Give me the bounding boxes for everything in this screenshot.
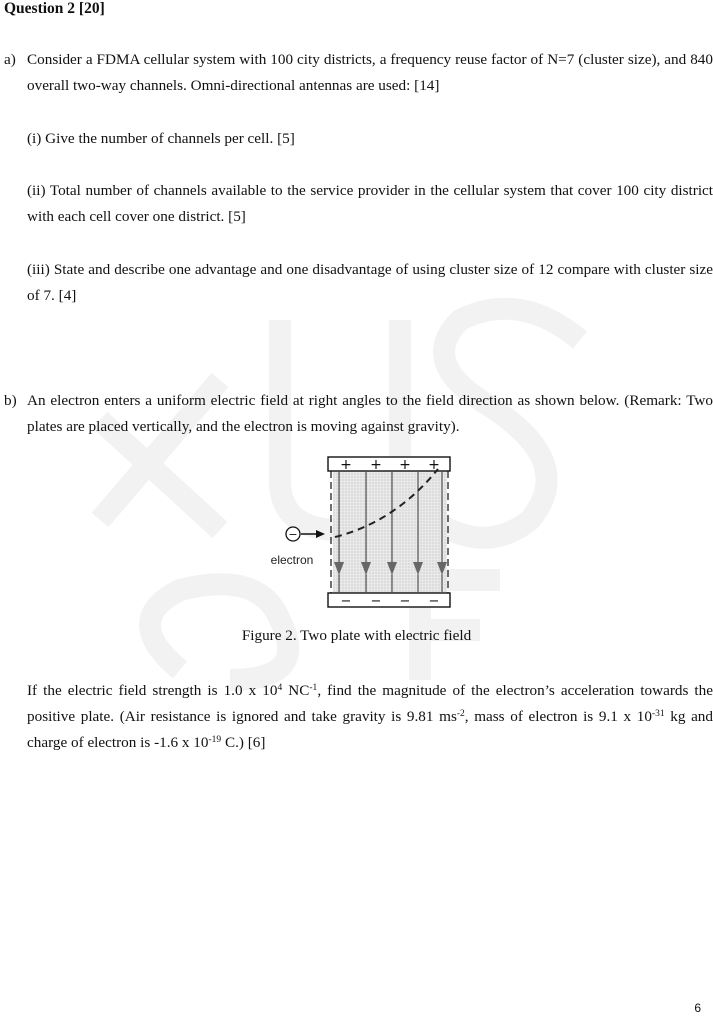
part-a-intro: Consider a FDMA cellular system with 100 city districts, a frequency reuse factor of N=7 (cluster size), and 840 overall two-way channels. Omni-directional antennas are used: [14] — [27, 51, 713, 94]
figure-caption: Figure 2. Two plate with electric field — [241, 627, 472, 644]
question-text-5: kg and charge of electron is -1.6 x 10 — [27, 708, 713, 751]
part-b-intro: An electron enters a uniform electric field at right angles to the field direction as shown below. (Remark: Two plates are placed vertically, and the electron is moving against gravity). — [27, 392, 713, 435]
plus-sign: + — [399, 457, 411, 473]
question-text-4: , mass of electron is 9.1 x 10 — [464, 708, 652, 725]
question-title: Question 2 [20] — [4, 0, 105, 17]
part-a-sub-ii: (ii) Total number of channels available to the service provider in the cellular system that cover 100 city district with each cell cover one district. [5] — [27, 182, 713, 225]
part-a-label: a) — [4, 51, 16, 68]
question-text-6: C.) [6] — [221, 734, 266, 751]
plus-sign: + — [428, 457, 440, 473]
part-b-question — [27, 678, 713, 756]
page-number: 6 — [694, 1001, 701, 1015]
part-a-sub-i: (i) Give the number of channels per cell. [5] — [27, 130, 295, 147]
charge-exponent: -19 — [208, 735, 222, 745]
electric-field-figure — [255, 452, 465, 614]
plus-sign: + — [340, 457, 352, 473]
minus-sign: − — [399, 594, 411, 609]
part-b-label: b) — [4, 392, 17, 409]
question-text-1: If the electric field strength is 1.0 x 10 — [27, 682, 278, 699]
electron-charge-symbol: − — [288, 528, 298, 541]
question-text-3: , find the magnitude of the electron’s acceleration towards the positive plate. (Air resistance is ignored and take gravity is 9.81 ms — [27, 682, 713, 725]
field-unit-exponent: -1 — [309, 683, 318, 693]
electron-arrowhead — [316, 530, 325, 538]
electron-label: electron — [270, 553, 314, 567]
part-a-sub-iii: (iii) State and describe one advantage and one disadvantage of using cluster size of 12 compare with cluster size of 7. [4] — [27, 261, 713, 304]
minus-sign: − — [428, 594, 440, 609]
plus-sign: + — [370, 457, 382, 473]
minus-sign: − — [370, 594, 382, 609]
gravity-exponent: -2 — [456, 709, 465, 719]
field-exponent: 4 — [277, 683, 283, 693]
mass-exponent: -31 — [651, 709, 665, 719]
minus-sign: − — [340, 594, 352, 609]
question-text-2: NC — [282, 682, 310, 699]
